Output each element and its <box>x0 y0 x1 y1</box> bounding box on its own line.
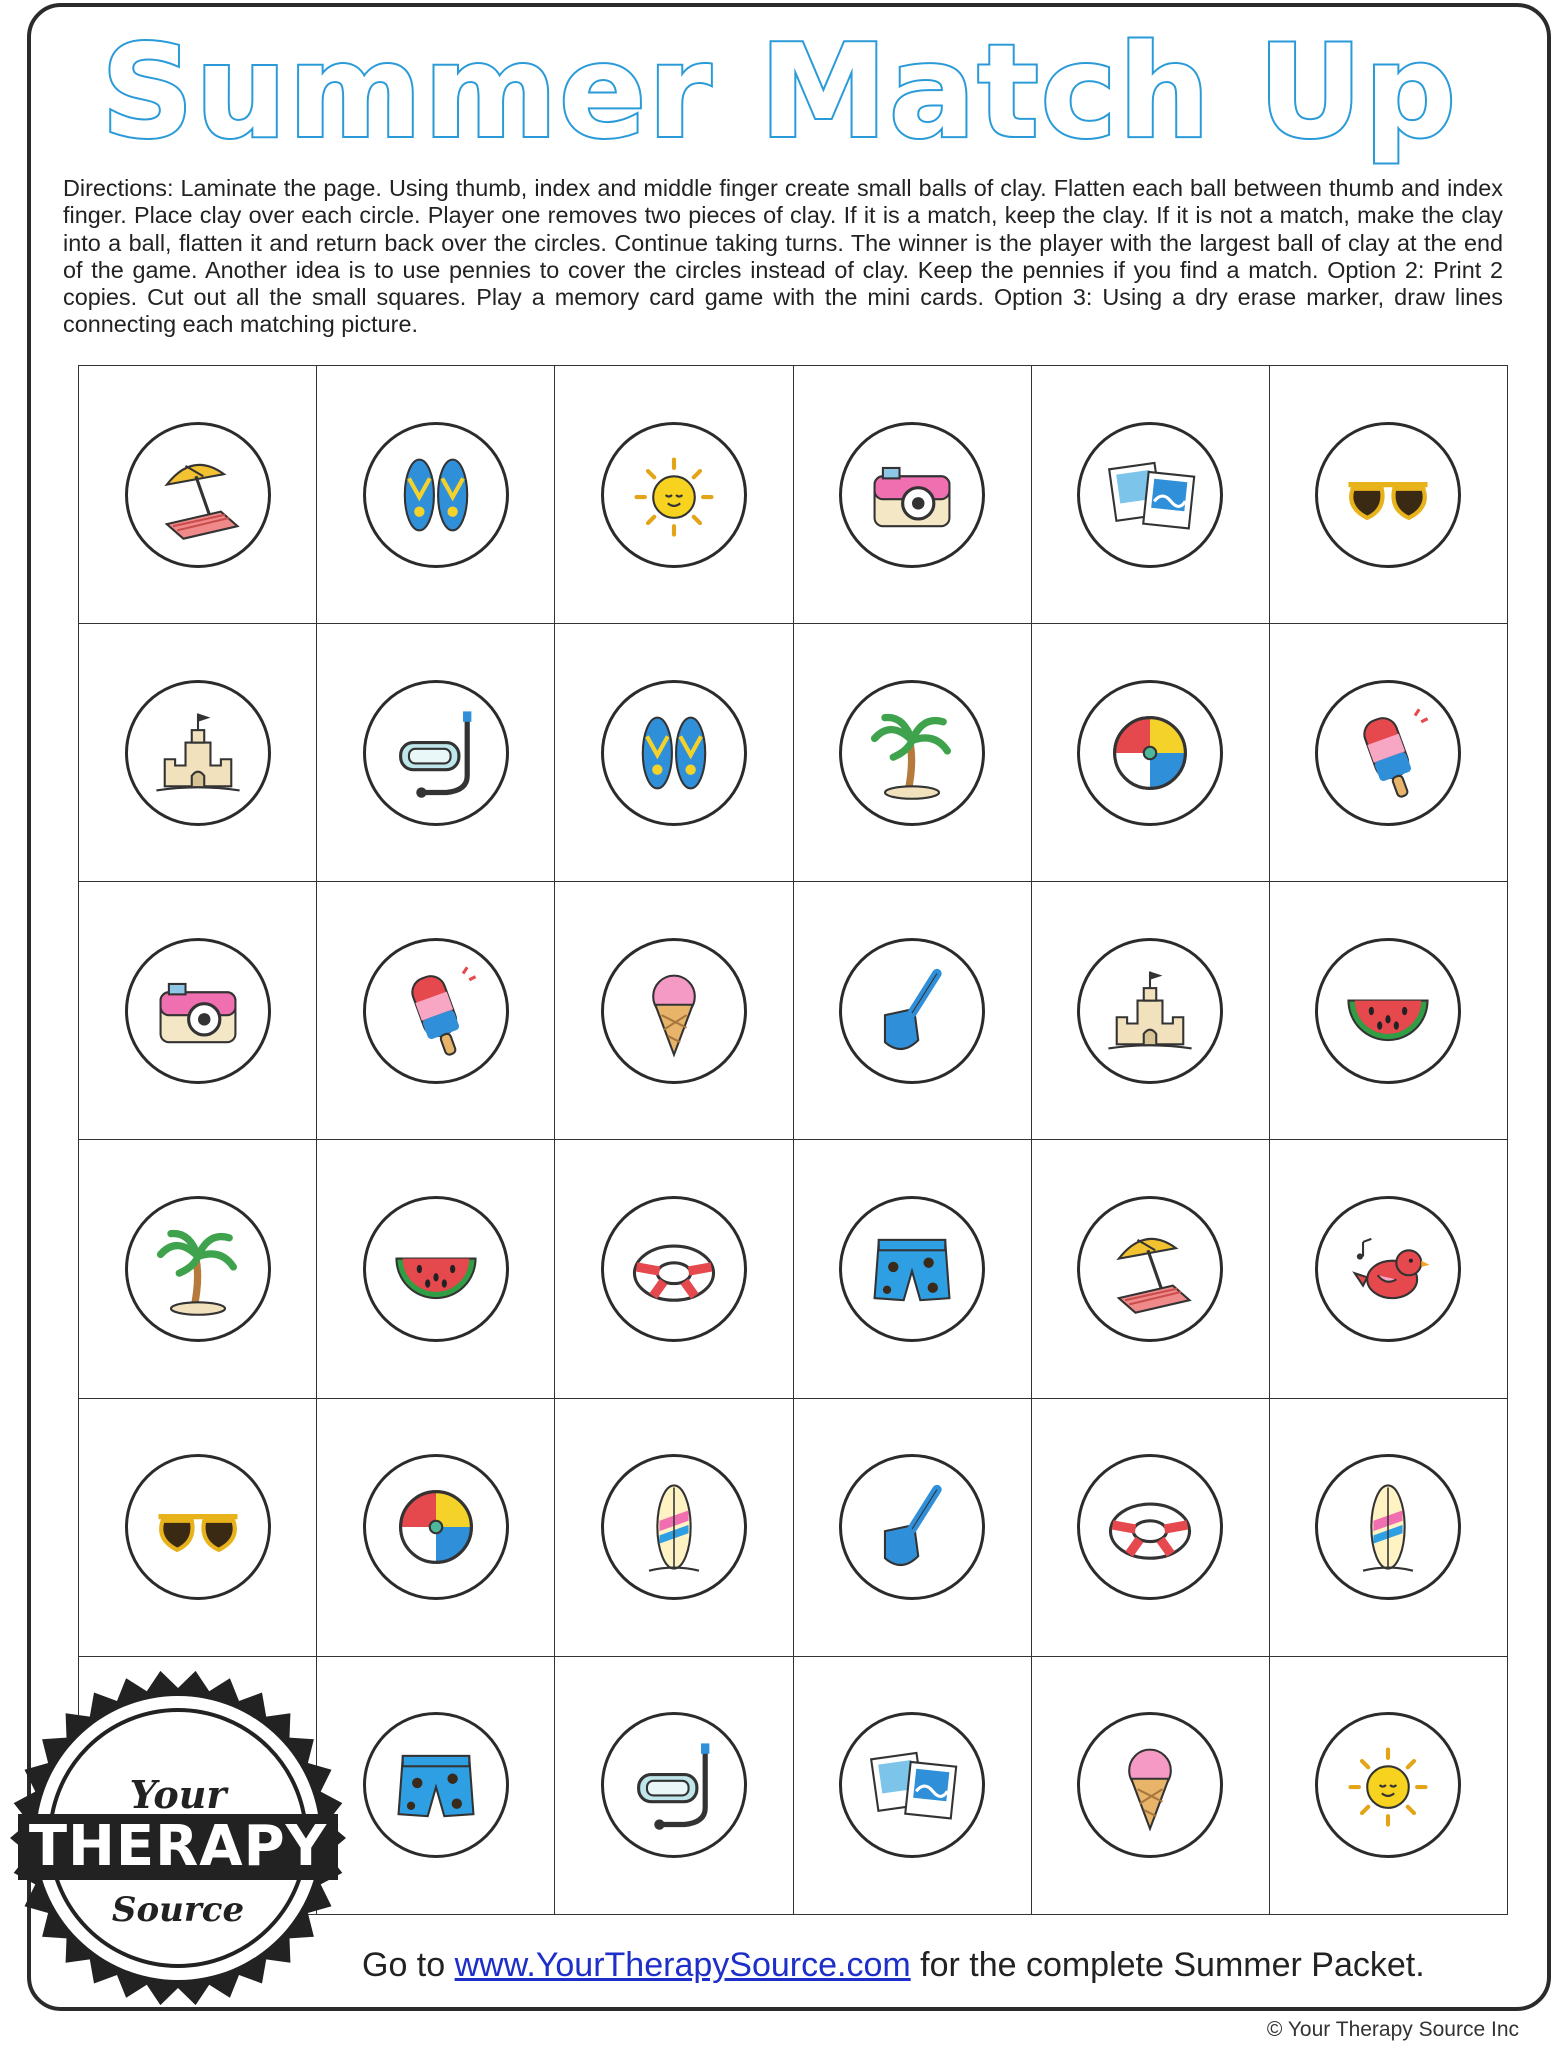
watermelon-icon <box>1336 959 1440 1063</box>
sun-icon <box>1336 1733 1440 1837</box>
grid-cell <box>79 1399 317 1657</box>
swim-trunks-icon <box>384 1733 488 1837</box>
match-circle[interactable] <box>1315 1712 1461 1858</box>
grid-cell <box>317 1399 555 1657</box>
grid-cell <box>1270 624 1508 882</box>
grid-cell <box>794 366 1032 624</box>
match-circle[interactable] <box>363 1196 509 1342</box>
swim-trunks-icon <box>860 1217 964 1321</box>
match-circle[interactable] <box>601 422 747 568</box>
beach-ball-icon <box>384 1475 488 1579</box>
photos-icon <box>1098 443 1202 547</box>
match-circle[interactable] <box>601 1454 747 1600</box>
grid-cell <box>317 1657 555 1915</box>
sunglasses-icon <box>146 1475 250 1579</box>
match-circle[interactable] <box>839 1196 985 1342</box>
grid-cell <box>1270 366 1508 624</box>
match-circle[interactable] <box>1077 1712 1223 1858</box>
match-circle[interactable] <box>1077 422 1223 568</box>
palm-tree-icon <box>146 1217 250 1321</box>
grid-cell <box>79 366 317 624</box>
grid-cell <box>79 1140 317 1398</box>
grid-cell <box>317 1140 555 1398</box>
match-circle[interactable] <box>839 938 985 1084</box>
match-circle[interactable] <box>601 938 747 1084</box>
sandcastle-icon <box>1098 959 1202 1063</box>
grid-cell <box>1270 1140 1508 1398</box>
footer-text <box>362 1946 1425 1985</box>
match-circle[interactable] <box>1077 938 1223 1084</box>
grid-cell <box>794 1140 1032 1398</box>
shovel-icon <box>860 959 964 1063</box>
match-circle[interactable] <box>1315 680 1461 826</box>
match-circle[interactable] <box>363 1454 509 1600</box>
surfboard-icon <box>622 1475 726 1579</box>
beach-umbrella-icon <box>1098 1217 1202 1321</box>
match-circle[interactable] <box>125 1454 271 1600</box>
match-circle[interactable] <box>363 422 509 568</box>
directions-text: Directions: Laminate the page. Using thumb, index and middle finger create small balls of clay. Flatten each ball between thumb and index finger. Place clay over each circle. Player one removes two pieces of clay. If it is a match, keep the clay. If it is not a match, make the clay into a ball, flatten it and return back over the circles. Continue taking turns. The winner is the player with the largest ball of clay at the end of the game. Another idea is to use pennies to cover the circles instead of clay. Keep the pennies if you find a match. Option 2: Print 2 copies. Cut out all the small squares. Play a memory card game with the mini cards. Option 3: Using a dry erase marker, draw lines connecting each matching picture. <box>63 175 1503 338</box>
grid-cell <box>79 624 317 882</box>
popsicle-icon <box>1336 701 1440 805</box>
grid-cell <box>794 882 1032 1140</box>
footer-prefix: Go to <box>362 1946 455 1984</box>
grid-cell <box>555 1399 793 1657</box>
match-circle[interactable] <box>1077 1196 1223 1342</box>
snorkel-mask-icon <box>622 1733 726 1837</box>
match-circle[interactable] <box>125 1196 271 1342</box>
grid-cell <box>555 1657 793 1915</box>
flip-flops-icon <box>622 701 726 805</box>
camera-icon <box>146 959 250 1063</box>
palm-tree-icon <box>860 701 964 805</box>
match-circle[interactable] <box>601 1712 747 1858</box>
grid-cell <box>317 882 555 1140</box>
bird-icon <box>1336 1217 1440 1321</box>
shovel-icon <box>860 1475 964 1579</box>
ice-cream-icon <box>1098 1733 1202 1837</box>
match-circle[interactable] <box>125 680 271 826</box>
match-circle[interactable] <box>1077 680 1223 826</box>
snorkel-mask-icon <box>384 701 488 805</box>
ice-cream-icon <box>622 959 726 1063</box>
match-circle[interactable] <box>839 680 985 826</box>
grid-cell <box>1032 1140 1270 1398</box>
footer-suffix: for the complete Summer Packet. <box>910 1946 1425 1984</box>
grid-cell <box>555 624 793 882</box>
grid-cell <box>1270 1399 1508 1657</box>
grid-cell <box>317 366 555 624</box>
grid-cell <box>79 882 317 1140</box>
grid-cell <box>555 1140 793 1398</box>
grid-cell <box>555 366 793 624</box>
match-circle[interactable] <box>363 680 509 826</box>
grid-cell <box>1032 1399 1270 1657</box>
grid-cell <box>555 882 793 1140</box>
match-circle[interactable] <box>601 680 747 826</box>
life-ring-icon <box>1098 1475 1202 1579</box>
grid-cell <box>1032 624 1270 882</box>
sandcastle-icon <box>146 701 250 805</box>
copyright-text: © Your Therapy Source Inc <box>1266 2018 1519 2041</box>
photos-icon <box>860 1733 964 1837</box>
match-circle[interactable] <box>1315 1454 1461 1600</box>
match-circle[interactable] <box>363 1712 509 1858</box>
sunglasses-icon <box>1336 443 1440 547</box>
grid-cell <box>1270 882 1508 1140</box>
flip-flops-icon <box>384 443 488 547</box>
popsicle-icon <box>384 959 488 1063</box>
grid-cell <box>794 624 1032 882</box>
match-circle[interactable] <box>601 1196 747 1342</box>
match-circle[interactable] <box>1315 422 1461 568</box>
match-circle[interactable] <box>839 1712 985 1858</box>
badge-therapy-text: THERAPY <box>28 1814 328 1879</box>
badge-your-text: Your <box>129 1772 227 1817</box>
beach-ball-icon <box>1098 701 1202 805</box>
match-circle[interactable] <box>839 1454 985 1600</box>
grid-cell <box>1032 882 1270 1140</box>
grid-cell <box>1032 1657 1270 1915</box>
grid-cell <box>1032 366 1270 624</box>
page-title: Summer Match Up <box>101 18 1458 167</box>
grid-cell <box>794 1657 1032 1915</box>
match-circle[interactable] <box>125 938 271 1084</box>
camera-icon <box>860 443 964 547</box>
website-link[interactable]: www.YourTherapySource.com <box>454 1946 911 1984</box>
grid-cell <box>317 624 555 882</box>
grid-cell <box>794 1399 1032 1657</box>
life-ring-icon <box>622 1217 726 1321</box>
your-therapy-source-logo <box>8 1668 348 2008</box>
match-circle[interactable] <box>1315 1196 1461 1342</box>
match-circle[interactable] <box>125 422 271 568</box>
match-circle[interactable] <box>839 422 985 568</box>
watermelon-icon <box>384 1217 488 1321</box>
match-circle[interactable] <box>363 938 509 1084</box>
surfboard-icon <box>1336 1475 1440 1579</box>
match-circle[interactable] <box>1315 938 1461 1084</box>
match-circle[interactable] <box>1077 1454 1223 1600</box>
sun-icon <box>622 443 726 547</box>
beach-umbrella-icon <box>146 443 250 547</box>
badge-source-text: Source <box>111 1890 245 1930</box>
grid-cell <box>1270 1657 1508 1915</box>
